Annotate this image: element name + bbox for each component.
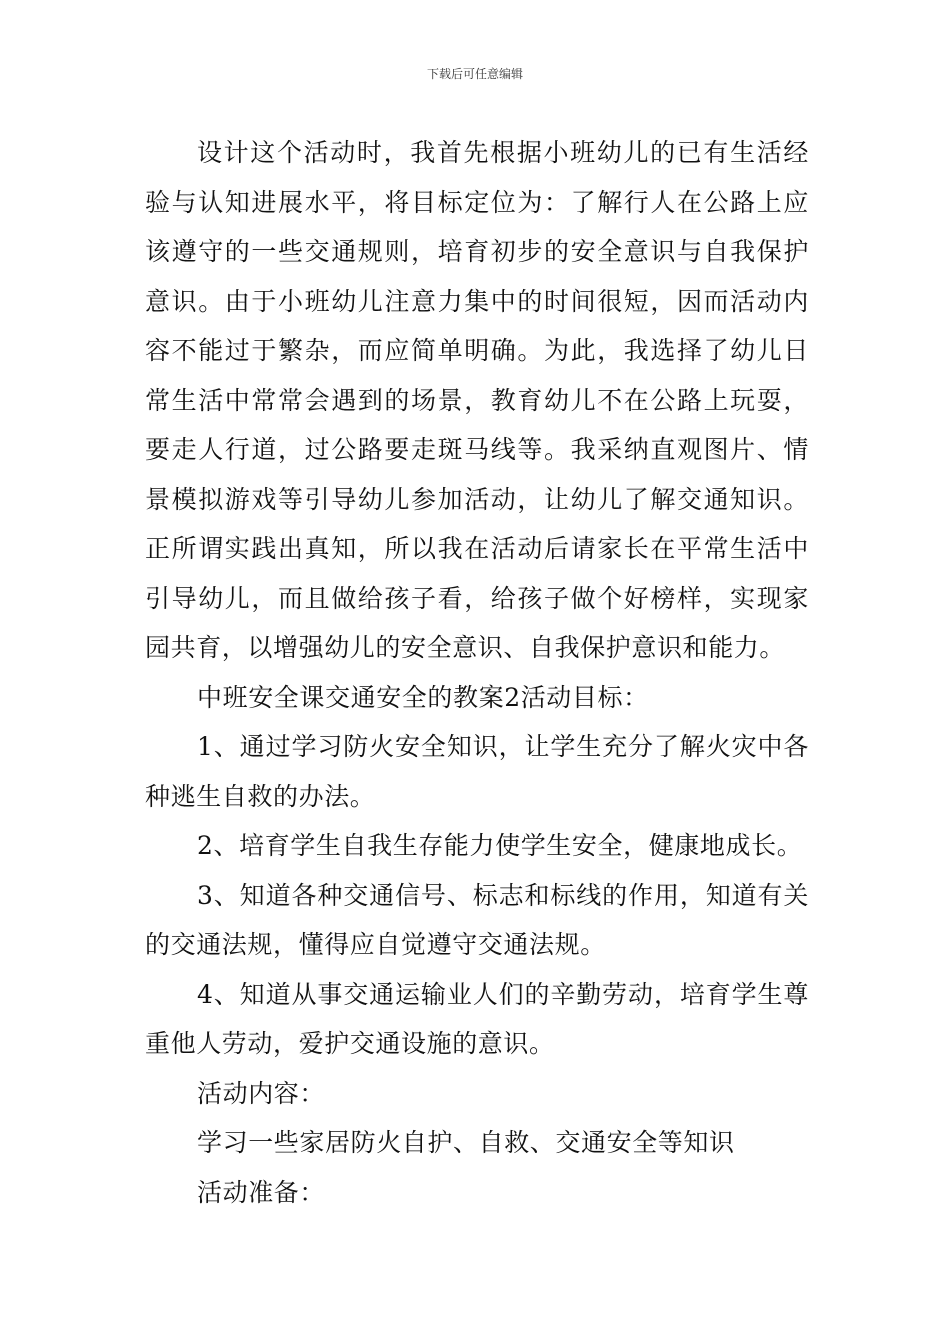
paragraph-design-rationale: 设计这个活动时，我首先根据小班幼儿的已有生活经验与认知进展水平，将目标定位为：了解行人在公路上应该遵守的一些交通规则，培育初步的安全意识与自我保护意识。由于小班幼儿注意力集中的时间很短，因而活动内容不能过于繁杂，而应简单明确。为此，我选择了幼儿日常生活中常常会遇到的场景，教育幼儿不在公路上玩耍，要走人行道，过公路要走斑马线等。我采纳直观图片、情景模拟游戏等引导幼儿参加活动，让幼儿了解交通知识。正所谓实践出真知，所以我在活动后请家长在平常生活中引导幼儿，而且做给孩子看，给孩子做个好榜样，实现家园共育，以增强幼儿的安全意识、自我保护意识和能力。 [145, 138, 809, 662]
paragraph-goal-1: 1、通过学习防火安全知识，让学生充分了解火灾中各种逃生自救的办法。 [145, 732, 809, 811]
paragraph-lesson-title: 中班安全课交通安全的教案2活动目标： [197, 682, 649, 712]
paragraph-activity-preparation-heading: 活动准备： [197, 1177, 326, 1207]
paragraph-goal-2: 2、培育学生自我生存能力使学生安全，健康地成长。 [197, 831, 803, 860]
paragraph-activity-content: 学习一些家居防火自护、自救、交通安全等知识 [197, 1128, 735, 1157]
paragraph-activity-content-heading: 活动内容： [197, 1078, 326, 1108]
document-body [145, 128, 809, 1217]
paragraph-goal-3: 3、知道各种交通信号、标志和标线的作用，知道有关的交通法规，懂得应自觉遵守交通法规。 [145, 880, 809, 959]
page-header: 下载后可任意编辑 [426, 67, 523, 81]
paragraph-goal-4: 4、知道从事交通运输业人们的辛勤劳动，培育学生尊重他人劳动，爱护交通设施的意识。 [145, 979, 809, 1058]
